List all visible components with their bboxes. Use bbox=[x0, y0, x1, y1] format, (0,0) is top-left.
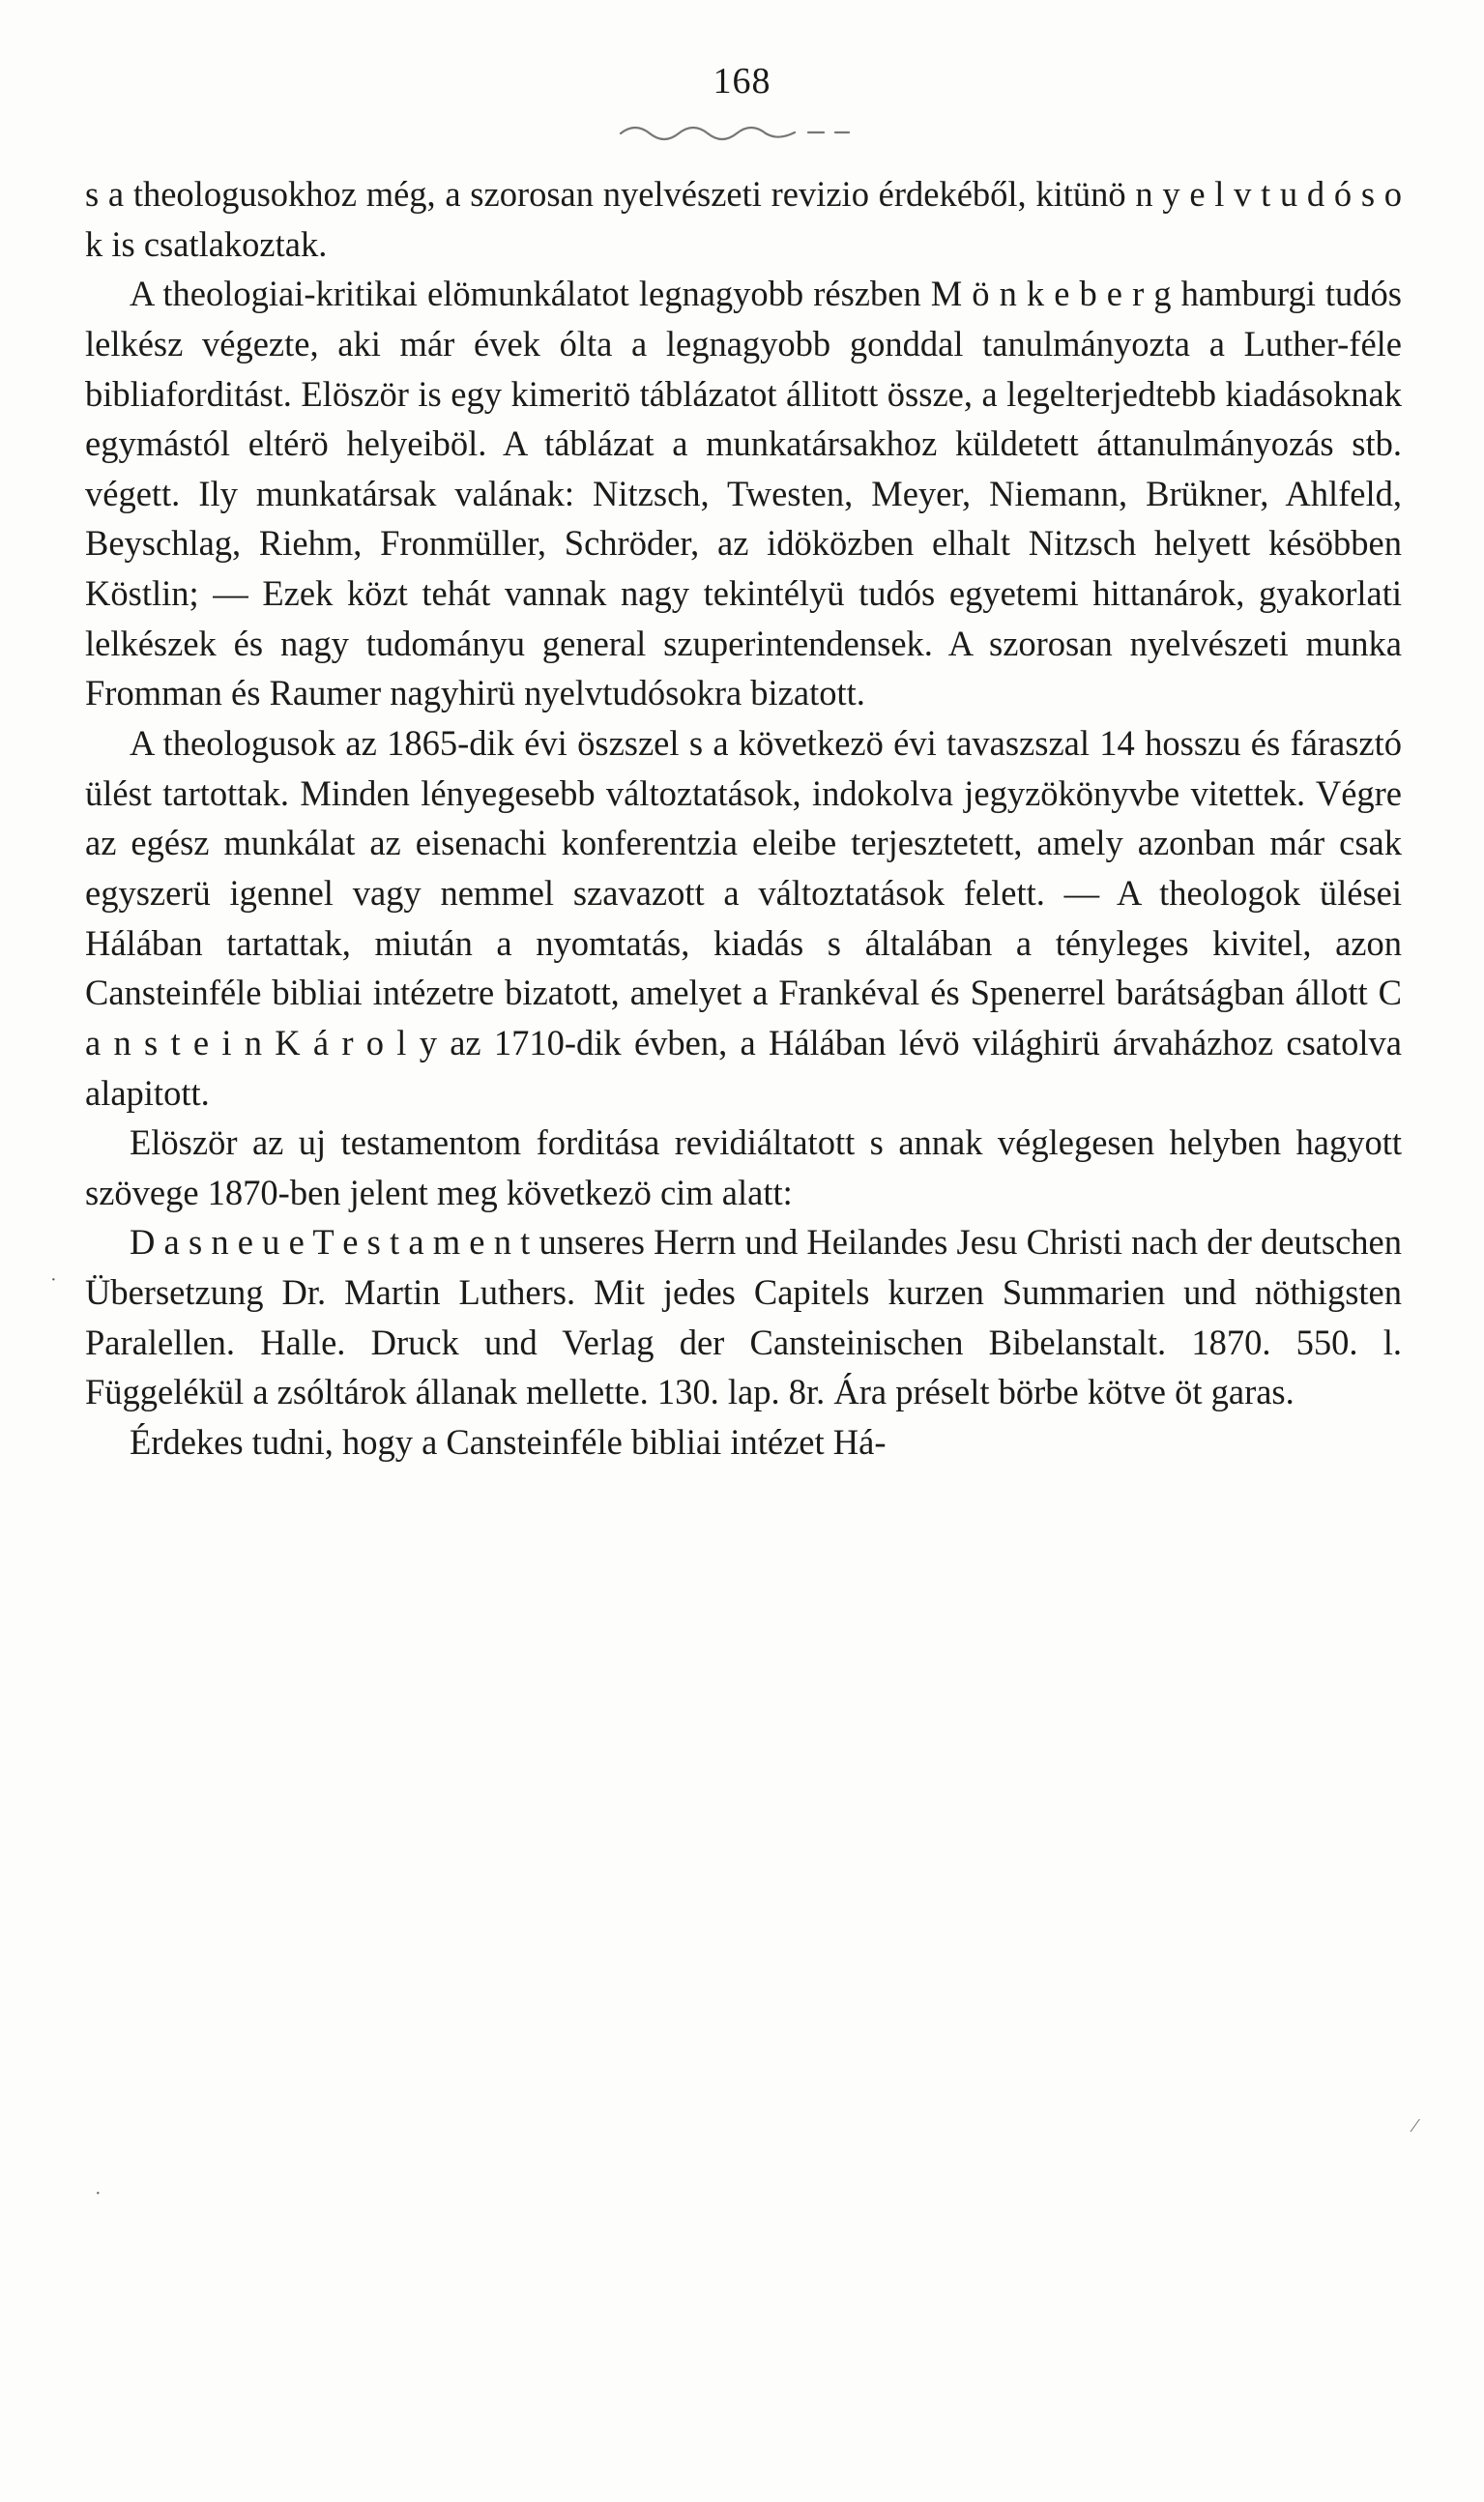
paragraph-3: A theologusok az 1865-dik évi öszszel s a következö évi tavaszszal 14 hosszu és fárasztó ülést tartottak. Minden lényegesebb változtatások, indokolva jegyzökönyvbe vitettek. Végre az egész munkálat az eisenachi konferentzia eleibe terjesztetett, amely azonban már csak egyszerü igennel vagy nemmel szavazott a változtatások felett. — A theologok ülései Hálában tartattak, miután a nyomtatás, kiadás s általában a tényleges kivitel, azon Cansteinféle bibliai intézetre bizatott, amelyet a Frankéval és Spenerrel barátságban állott C a n s t e i n K á r o l y az 1710-dik évben, a Hálában lévö világhirü árvaházhoz csatolva alapitott. bbox=[85, 723, 1402, 1113]
paragraph-5: D a s n e u e T e s t a m e n t unseres Herrn und Heilandes Jesu Christi nach der deutschen Übersetzung Dr. Martin Luthers. Mit jedes Capitels kurzen Summarien und nöthigsten Paralellen. Halle. Druck und Verlag der Cansteinischen Bibelanstalt. 1870. 550. l. Függelékül a zsóltárok állanak mellette. 130. lap. 8r. Ára préselt börbe kötve öt garas. bbox=[85, 1222, 1402, 1412]
margin-mark-right: ⁄ bbox=[1413, 2115, 1417, 2137]
margin-mark-left-lower: · bbox=[95, 2183, 102, 2204]
margin-mark-left-upper: · bbox=[50, 1269, 57, 1291]
paragraph-4: Elöször az uj testamentom forditása revidiáltatott s annak véglegesen helyben hagyott szövege 1870-ben jelent meg következö cim alatt: bbox=[85, 1122, 1402, 1212]
paragraph-1: s a theologusokhoz még, a szorosan nyelvészeti revizio érdekéből, kitünö n y e l v t u d ó s o k is csatlakoztak. bbox=[85, 174, 1402, 264]
decorative-squiggle-rule bbox=[619, 124, 870, 141]
paragraph-6: Érdekes tudni, hogy a Cansteinféle bibliai intézet Há- bbox=[130, 1422, 887, 1463]
page-text-column bbox=[85, 169, 1402, 1468]
page-number: 168 bbox=[713, 61, 771, 102]
paragraph-2: A theologiai-kritikai elömunkálatot legnagyobb részben M ö n k e b e r g hamburgi tudós lelkész végezte, aki már évek ólta a legnagyobb gonddal tanulmányozta a Luther-féle bibliaforditást. Elöször is egy kimeritö táblázatot állitott össze, a legelterjedtebb kiadásoknak egymástól eltérö helyeiböl. A táblázat a munkatársakhoz küldetett áttanulmányozás stb. végett. Ily munkatársak valának: Nitzsch, Twesten, Meyer, Niemann, Brükner, Ahlfeld, Beyschlag, Riehm, Fronmüller, Schröder, az idöközben elhalt Nitzsch helyett késöbben Köstlin; — Ezek közt tehát vannak nagy tekintélyü tudós egyetemi hittanárok, gyakorlati lelkészek és nagy tudományu general szuperintendensek. A szorosan nyelvészeti munka Fromman és Raumer nagyhirü nyelvtudósokra bizatott. bbox=[85, 274, 1402, 713]
